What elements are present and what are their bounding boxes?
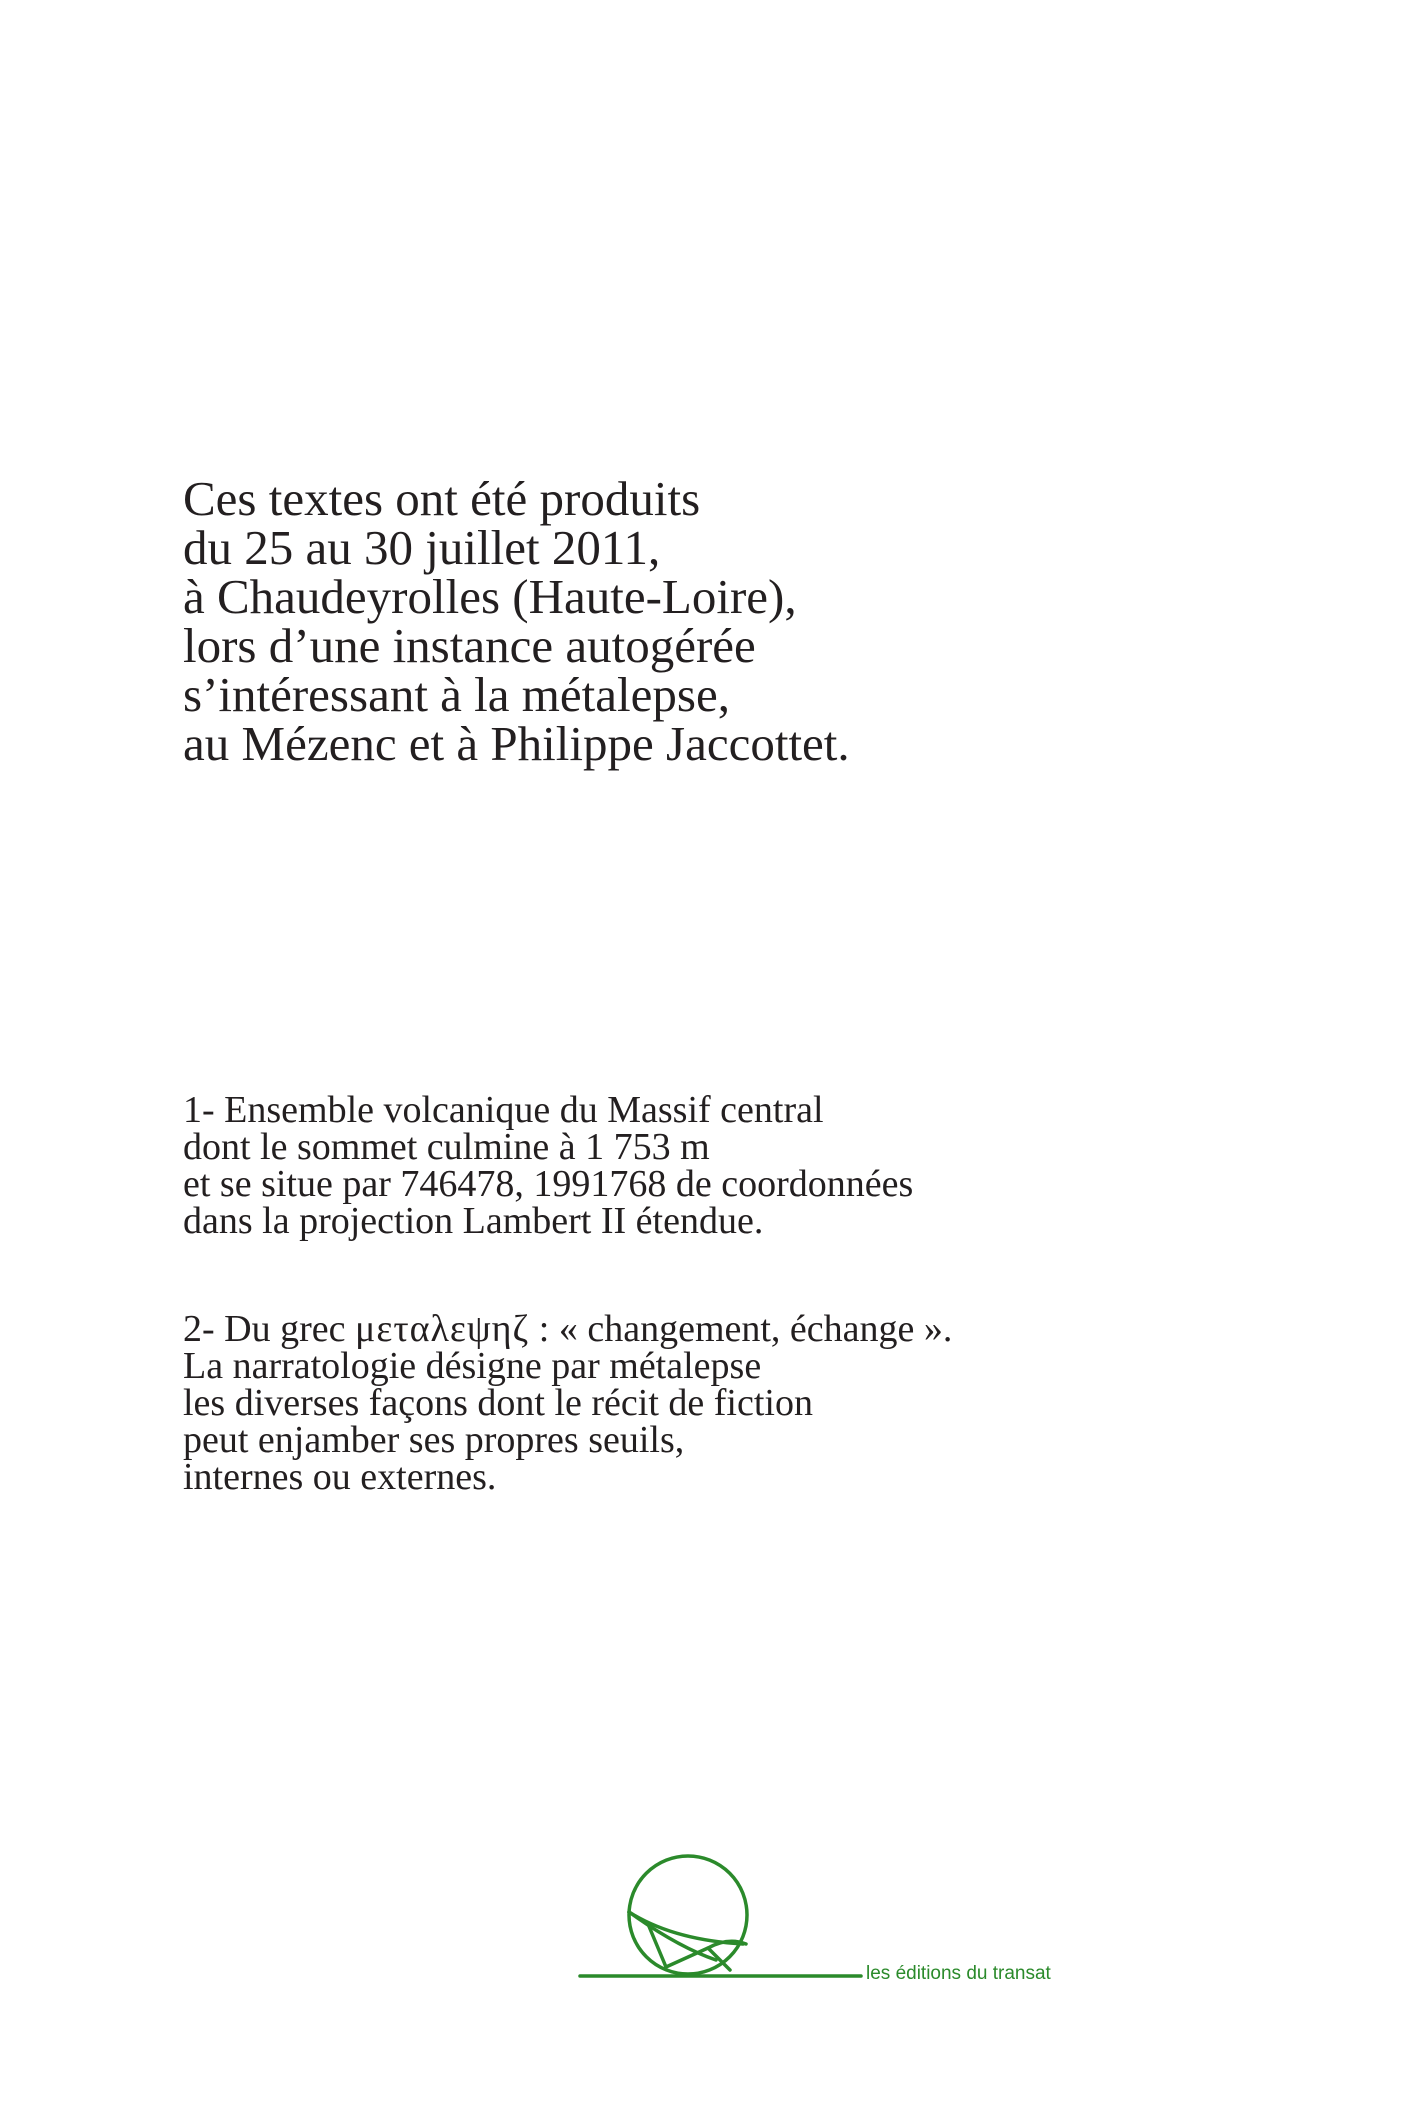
intro-line: à Chaudeyrolles (Haute-Loire), [183, 569, 797, 624]
intro-line: au Mézenc et à Philippe Jaccottet. [183, 716, 850, 771]
publisher-logo [578, 1852, 868, 1982]
intro-line: Ces textes ont été produits [183, 471, 701, 526]
footnote-line: peut enjamber ses propres seuils, [183, 1419, 685, 1461]
footnote-prefix: 2- Du grec [183, 1308, 346, 1350]
footnote-line: dont le sommet culmine à 1 753 m [183, 1126, 710, 1168]
intro-line: du 25 au 30 juillet 2011, [183, 520, 661, 575]
footnote-line: 1- Ensemble volcanique du Massif central [183, 1089, 824, 1131]
footnote-line: internes ou externes. [183, 1456, 497, 1498]
intro-paragraph [183, 471, 850, 771]
footnote-line: et se situe par 746478, 1991768 de coordonnées [183, 1163, 914, 1205]
footnote-1 [183, 1089, 952, 1242]
intro-line: lors d’une instance autogérée [183, 618, 756, 673]
footnote-line: dans la projection Lambert II étendue. [183, 1200, 764, 1242]
publisher-name: les éditions du transat [866, 1963, 1051, 1984]
footnote-line: les diverses façons dont le récit de fiction [183, 1382, 813, 1424]
footnote-suffix: : « changement, échange ». [529, 1308, 953, 1350]
footnote-line: La narratologie désigne par métalepse [183, 1345, 762, 1387]
transat-logo-icon [578, 1852, 868, 1982]
greek-word: μεταλεψηζ [354, 1308, 530, 1350]
footnote-2 [183, 1308, 953, 1498]
footnotes [183, 1089, 953, 1498]
footnote-first-line [183, 1308, 953, 1350]
intro-line: s’intéressant à la métalepse, [183, 667, 730, 722]
